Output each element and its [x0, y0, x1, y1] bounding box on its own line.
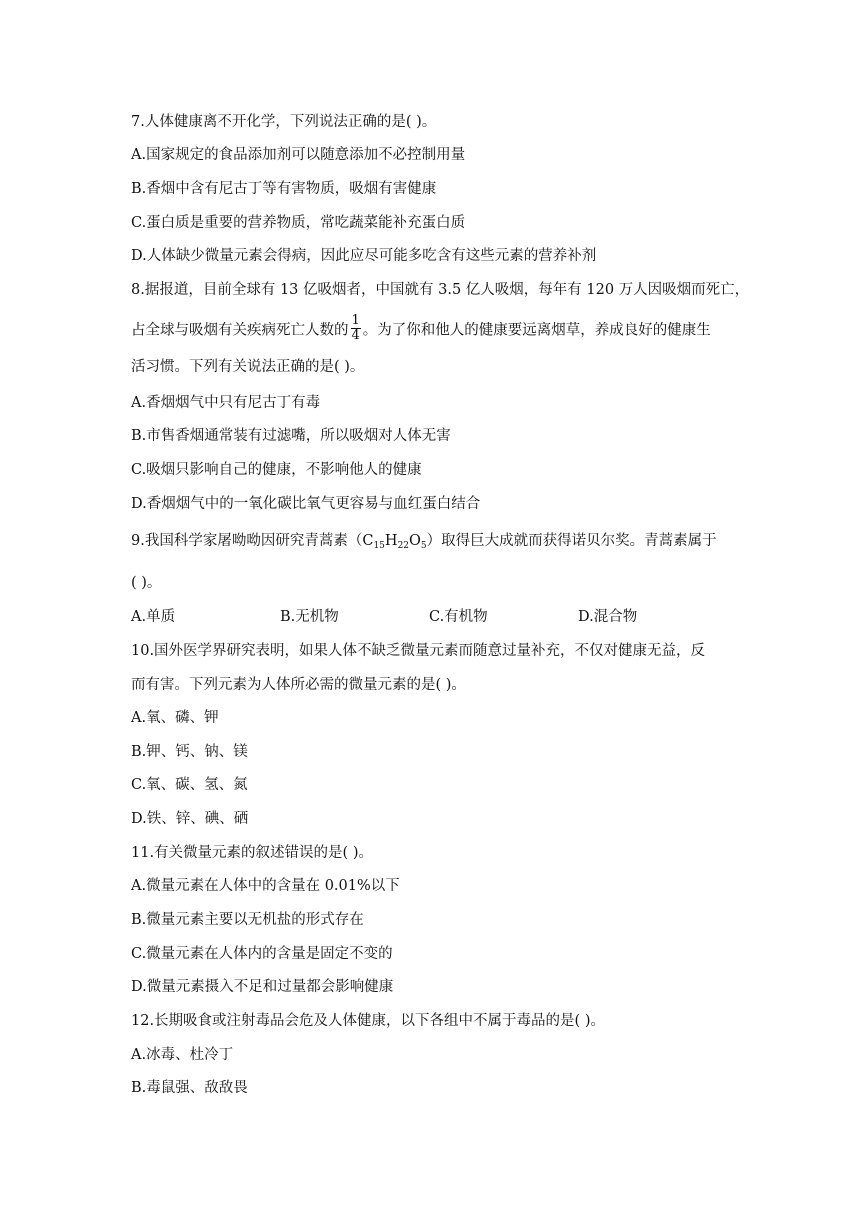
- q8-option-b: B.市售香烟通常装有过滤嘴，所以吸烟对人体无害: [131, 428, 451, 444]
- q8-option-c: C.吸烟只影响自己的健康，不影响他人的健康: [131, 462, 422, 478]
- q8-stem-line2: [131, 313, 734, 345]
- formula-h: H: [384, 533, 398, 549]
- formula-c: C: [362, 533, 374, 549]
- q11-option-a: A.微量元素在人体中的含量在 0.01%以下: [131, 878, 400, 894]
- q10-option-c: C.氧、碳、氢、氮: [131, 777, 248, 793]
- q11-stem: 11.有关微量元素的叙述错误的是( )。: [131, 845, 373, 861]
- fraction-one-quarter: [351, 314, 361, 343]
- q10-option-d: D.铁、锌、碘、硒: [131, 811, 249, 827]
- q11-option-c: C.微量元素在人体内的含量是固定不变的: [131, 946, 393, 962]
- formula-o: O: [409, 533, 421, 549]
- q7-option-d: D.人体缺少微量元素会得病，因此应尽可能多吃含有这些元素的营养补剂: [131, 248, 597, 264]
- q10-stem-line2: 而有害。下列元素为人体所必需的微量元素的是( )。: [131, 677, 466, 693]
- q8-option-a: A.香烟烟气中只有尼古丁有毒: [131, 395, 321, 411]
- q11-option-b: B.微量元素主要以无机盐的形式存在: [131, 912, 364, 928]
- q8-option-d: D.香烟烟气中的一氧化碳比氧气更容易与血红蛋白结合: [131, 496, 481, 512]
- q12-option-b: B.毒鼠强、敌敌畏: [131, 1080, 248, 1096]
- q9-stem-after: ）取得巨大成就而获得诺贝尔奖。青蒿素属于: [426, 533, 717, 549]
- q10-option-a: A.氧、磷、钾: [131, 710, 219, 726]
- q8-stem-line3: 活习惯。下列有关说法正确的是( )。: [131, 359, 365, 375]
- q9-option-c: C.有机物: [429, 609, 488, 625]
- q10-stem-line1: 10.国外医学界研究表明，如果人体不缺乏微量元素而随意过量补充，不仅对健康无益，反: [131, 643, 706, 659]
- q9-stem-before: 9.我国科学家屠呦呦因研究青蒿素（: [131, 533, 363, 549]
- formula-o-sub: 5: [420, 541, 427, 551]
- q10-option-b: B.钾、钙、钠、镁: [131, 744, 248, 760]
- q12-stem: 12.长期吸食或注射毒品会危及人体健康，以下各组中不属于毒品的是( )。: [131, 1013, 605, 1029]
- q9-option-d: D.混合物: [578, 609, 638, 625]
- q7-stem: 7.人体健康离不开化学，下列说法正确的是( )。: [131, 114, 437, 130]
- q9-options-row: [131, 607, 731, 627]
- q9-stem-line2: ( )。: [131, 575, 162, 591]
- q8-stem-line1: 8.据报道，目前全球有 13 亿吸烟者，中国就有 3.5 亿人吸烟，每年有 120 万人因吸烟而死亡，: [131, 282, 750, 298]
- formula-h-sub: 22: [397, 541, 410, 551]
- q8-stem-line2-before: 占全球与吸烟有关疾病死亡人数的: [131, 322, 349, 339]
- q8-stem-line2-after: 。为了你和他人的健康要远离烟草，养成良好的健康生: [362, 322, 711, 339]
- q7-option-c: C.蛋白质是重要的营养物质，常吃蔬菜能补充蛋白质: [131, 215, 466, 231]
- fraction-denominator: 4: [351, 328, 360, 343]
- q12-option-a: A.冰毒、杜冷丁: [131, 1047, 234, 1063]
- fraction-numerator: 1: [351, 313, 360, 328]
- formula-c-sub: 15: [373, 541, 385, 551]
- q9-option-a: A.单质: [131, 609, 176, 625]
- q9-stem-line1: [131, 531, 734, 551]
- q7-option-a: A.国家规定的食品添加剂可以随意添加不必控制用量: [131, 147, 466, 163]
- q9-option-b: B.无机物: [280, 609, 339, 625]
- chemical-formula: [362, 533, 426, 549]
- q7-option-b: B.香烟中含有尼古丁等有害物质，吸烟有害健康: [131, 181, 437, 197]
- q11-option-d: D.微量元素摄入不足和过量都会影响健康: [131, 979, 394, 995]
